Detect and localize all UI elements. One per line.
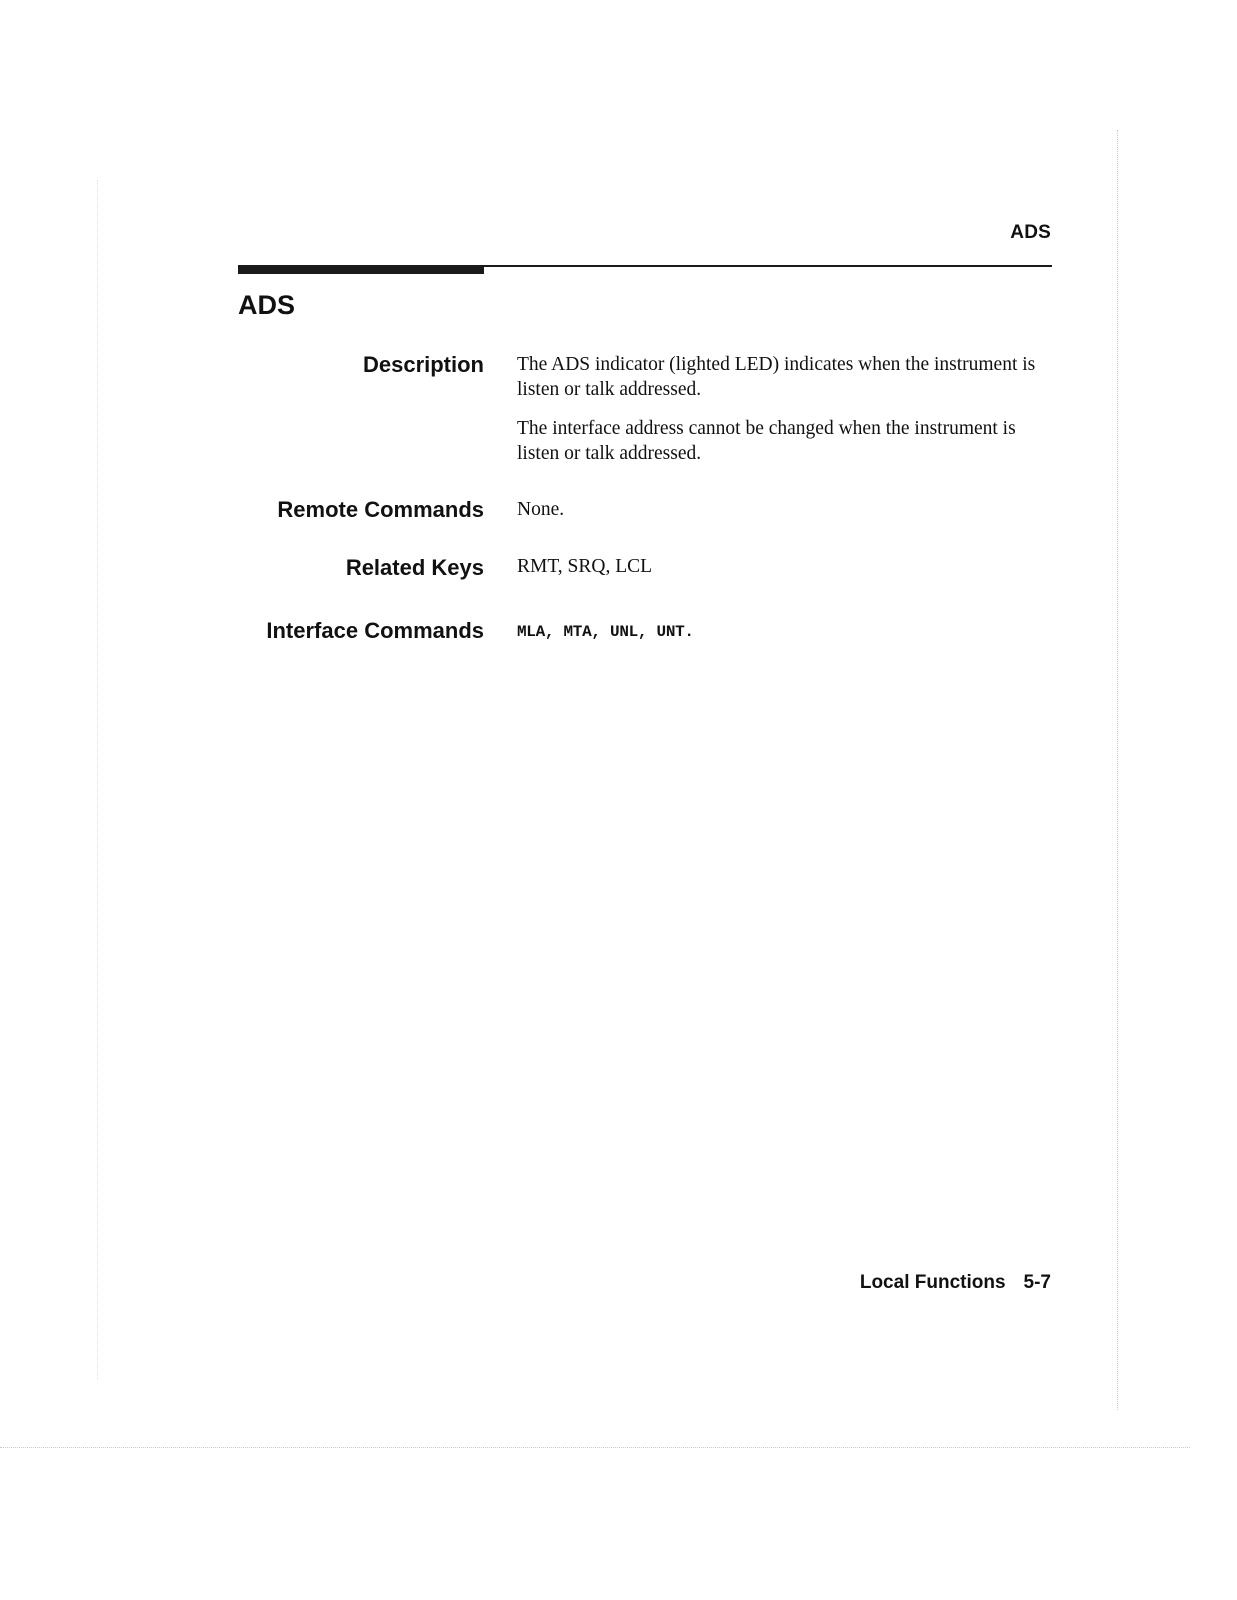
footer-section-name: Local Functions bbox=[859, 1272, 1006, 1293]
interface-commands-value: MLA, MTA, UNL, UNT. bbox=[517, 623, 694, 641]
page-footer bbox=[860, 1272, 1051, 1294]
interface-commands-label: Interface Commands bbox=[266, 618, 484, 643]
description-paragraph: The interface address cannot be changed when the instrument is listen or talk addressed. bbox=[517, 418, 1016, 464]
remote-commands-label: Remote Commands bbox=[277, 497, 484, 522]
scan-edge-bottom bbox=[0, 1447, 1190, 1448]
related-keys-value: RMT, SRQ, LCL bbox=[517, 556, 653, 577]
running-head: ADS bbox=[1010, 222, 1051, 243]
description-paragraph: The ADS indicator (lighted LED) indicates when the instrument is listen or talk addressed. bbox=[517, 354, 1036, 400]
section-title: ADS bbox=[238, 290, 296, 320]
related-keys-label: Related Keys bbox=[345, 555, 484, 580]
remote-commands-value: None. bbox=[517, 499, 565, 520]
header-rule-bar bbox=[238, 266, 484, 274]
description-label: Description bbox=[362, 352, 484, 377]
footer-page-number: 5-7 bbox=[1023, 1272, 1051, 1293]
description-body bbox=[517, 352, 1047, 480]
scan-edge-left bbox=[97, 180, 98, 1380]
scan-edge-right bbox=[1117, 130, 1118, 1410]
